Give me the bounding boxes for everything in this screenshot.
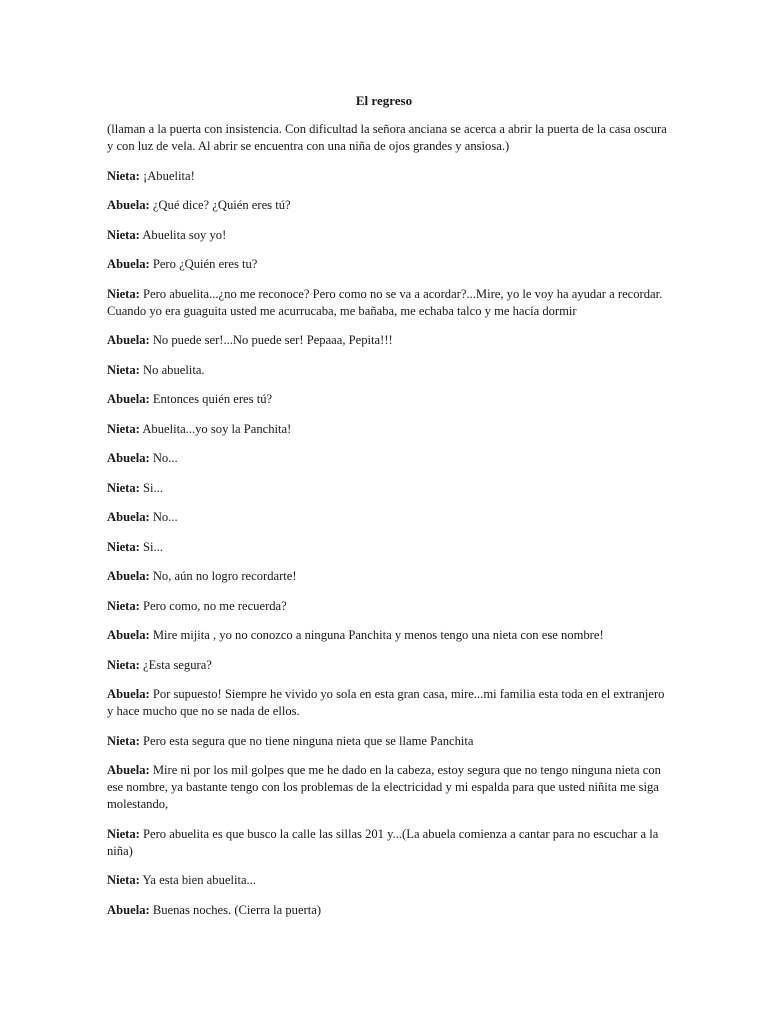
dialogue-line bbox=[107, 902, 667, 919]
speaker-label: Abuela: bbox=[107, 510, 150, 524]
speaker-label: Nieta: bbox=[107, 362, 140, 377]
dialogue-text: Pero abuelita...¿no me reconoce? Pero como no se va a acordar?...Mire, yo le voy ha ayudar a recordar. Cuando yo era guaguita usted me acurrucaba, me bañaba, me echaba talco y me hacía dormir bbox=[107, 286, 663, 318]
dialogue-text: Abuelita...yo soy la Panchita! bbox=[139, 421, 292, 436]
speaker-label: Nieta: bbox=[107, 168, 140, 183]
dialogue-line bbox=[107, 762, 667, 813]
speaker-label: Nieta: bbox=[107, 286, 140, 301]
speaker-label: Abuela: bbox=[107, 392, 150, 406]
speaker-label: Nieta: bbox=[107, 539, 140, 554]
dialogue-text: Pero como, no me recuerda? bbox=[139, 598, 287, 613]
speaker-label: Abuela: bbox=[107, 687, 150, 701]
dialogue-line bbox=[107, 256, 667, 273]
dialogue-line bbox=[107, 197, 667, 214]
speaker-label: Abuela: bbox=[107, 569, 150, 583]
dialogue-line bbox=[107, 480, 667, 497]
dialogue-line bbox=[107, 686, 667, 720]
dialogue-text: Si... bbox=[139, 539, 163, 554]
dialogue-line bbox=[107, 286, 667, 320]
dialogue-line bbox=[107, 227, 667, 244]
speaker-label: Abuela: bbox=[107, 257, 150, 271]
dialogue-text: No abuelita. bbox=[139, 362, 205, 377]
dialogue-text: ¿Esta segura? bbox=[139, 657, 212, 672]
dialogue-text: Pero abuelita es que busco la calle las sillas 201 y...(La abuela comienza a cantar para no escuchar a la niña) bbox=[107, 826, 659, 858]
speaker-label: Nieta: bbox=[107, 873, 140, 887]
dialogue-line bbox=[107, 450, 667, 467]
dialogue-line bbox=[107, 421, 667, 438]
stage-direction: (llaman a la puerta con insistencia. Con dificultad la señora anciana se acerca a abrir la puerta de la casa oscura y con luz de vela. Al abrir se encuentra con una niña de ojos grandes y ansiosa.) bbox=[107, 122, 667, 153]
dialogue-text: Ya esta bien abuelita... bbox=[139, 873, 256, 887]
dialogue-line bbox=[107, 539, 667, 556]
speaker-label: Abuela: bbox=[107, 451, 150, 465]
dialogue-text: Mire mijita , yo no conozco a ninguna Panchita y menos tengo una nieta con ese nombre! bbox=[149, 628, 604, 642]
dialogue-line bbox=[107, 733, 667, 750]
dialogue-text: Mire ni por los mil golpes que me he dado en la cabeza, estoy segura que no tengo ninguna nieta con ese nombre, ya bastante tengo con los problemas de la electricidad y mi espalda para que usted niñita me siga molestando, bbox=[107, 763, 661, 811]
dialogue-text: No... bbox=[149, 510, 178, 524]
dialogue-text: No puede ser!...No puede ser! Pepaaa, Pepita!!! bbox=[149, 333, 393, 347]
dialogue-line bbox=[107, 509, 667, 526]
speaker-label: Nieta: bbox=[107, 227, 140, 242]
dialogue-text: Buenas noches. (Cierra la puerta) bbox=[149, 902, 322, 917]
speaker-label: Abuela: bbox=[107, 902, 150, 917]
dialogue-text: No, aún no logro recordarte! bbox=[149, 569, 297, 583]
dialogue-text: ¿Qué dice? ¿Quién eres tú? bbox=[149, 198, 291, 212]
document-title: El regreso bbox=[355, 93, 413, 108]
dialogue-text: Si... bbox=[139, 480, 163, 495]
speaker-label: Abuela: bbox=[107, 198, 150, 212]
dialogue-text: Entonces quién eres tú? bbox=[149, 392, 273, 406]
dialogue-line bbox=[107, 391, 667, 408]
dialogue-line bbox=[107, 332, 667, 349]
dialogue-line bbox=[107, 826, 667, 860]
speaker-label: Nieta: bbox=[107, 657, 140, 672]
dialogue-text: ¡Abuelita! bbox=[139, 168, 195, 183]
dialogue-text: Pero ¿Quién eres tu? bbox=[149, 257, 258, 271]
speaker-label: Nieta: bbox=[107, 480, 140, 495]
dialogue-line bbox=[107, 872, 667, 889]
script-body bbox=[107, 121, 667, 931]
dialogue-line bbox=[107, 168, 667, 185]
dialogue-text: No... bbox=[149, 451, 178, 465]
dialogue-line bbox=[107, 568, 667, 585]
dialogue-line bbox=[107, 598, 667, 615]
dialogue-line bbox=[107, 657, 667, 674]
dialogue-text: Abuelita soy yo! bbox=[139, 227, 227, 242]
dialogue-text: Pero esta segura que no tiene ninguna nieta que se llame Panchita bbox=[139, 733, 474, 748]
dialogue-line bbox=[107, 362, 667, 379]
speaker-label: Nieta: bbox=[107, 733, 140, 748]
dialogue-line bbox=[107, 627, 667, 644]
speaker-label: Nieta: bbox=[107, 598, 140, 613]
speaker-label: Abuela: bbox=[107, 333, 150, 347]
speaker-label: Abuela: bbox=[107, 628, 150, 642]
dialogue-text: Por supuesto! Siempre he vivido yo sola en esta gran casa, mire...mi familia esta toda en el extranjero y hace mucho que no se nada de ellos. bbox=[107, 687, 665, 718]
speaker-label: Abuela: bbox=[107, 763, 150, 777]
speaker-label: Nieta: bbox=[107, 826, 140, 841]
speaker-label: Nieta: bbox=[107, 421, 140, 436]
